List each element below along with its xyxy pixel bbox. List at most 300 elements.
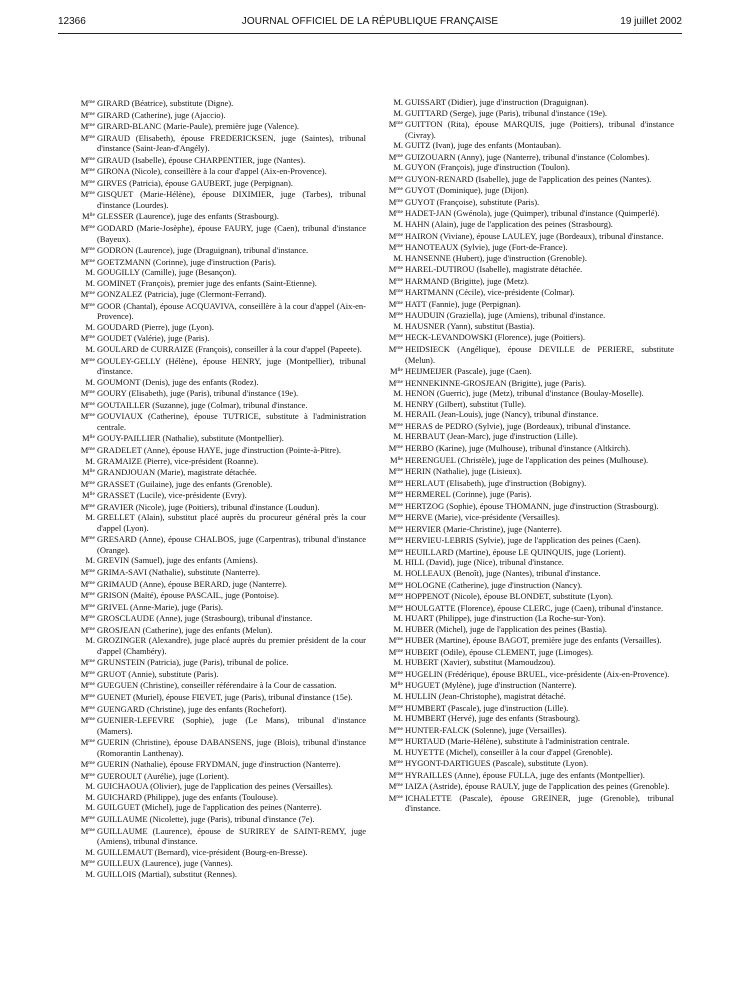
civility-title: $M^{me}$ bbox=[80, 289, 95, 300]
magistrate-entry bbox=[73, 154, 366, 166]
entry-text: HUNTER-FALCK (Solenne), juge (Versailles). bbox=[405, 724, 567, 735]
entry-text: HERAS de PEDRO (Sylvie), juge (Bordeaux), tribunal d'instance. bbox=[405, 420, 631, 431]
entry-text: GUITTARD (Serge), juge (Paris), tribunal d'instance (19e). bbox=[405, 107, 608, 118]
magistrate-entry bbox=[73, 555, 366, 566]
entry-text: HARMAND (Brigitte), juge (Metz). bbox=[405, 275, 529, 286]
entry-text: GOUDET (Valérie), juge (Paris). bbox=[97, 333, 210, 344]
entry-text: IAIZA (Astride), épouse RAULY, juge de l'application des peines (Grenoble). bbox=[405, 781, 670, 792]
entry-text: HERIN (Nathalie), juge (Lisieux). bbox=[405, 466, 522, 477]
entry-text: GRIMA-SAVI (Nathalie), substitute (Nanterre). bbox=[97, 566, 260, 577]
civility-title: $M^{me}$ bbox=[388, 523, 403, 534]
magistrate-entry bbox=[73, 533, 366, 555]
entry-text: GOULEY-GELLY (Hélène), épouse HENRY, juge (Montpellier), tribunal d'instance. bbox=[97, 355, 366, 377]
entry-text: HANSENNE (Hubert), juge d'instruction (Grenoble). bbox=[405, 252, 587, 263]
civility-title: $M^{me}$ bbox=[388, 792, 403, 803]
entry-text: GROZINGER (Alexandre), juge placé auprès du premier président de la cour d'appel (Chambéry). bbox=[97, 635, 366, 656]
magistrate-entry bbox=[73, 222, 366, 244]
magistrate-entry bbox=[73, 244, 366, 256]
civility-title: $M^{me}$ bbox=[388, 185, 403, 196]
civility-title: $M^{me}$ bbox=[388, 546, 403, 557]
civility-title: $M^{me}$ bbox=[80, 534, 95, 545]
entry-text: GUITTON (Rita), épouse MARQUIS, juge (Poitiers), tribunal d'instance (Civray). bbox=[405, 119, 674, 140]
magistrate-entry bbox=[381, 568, 674, 579]
magistrate-entry bbox=[73, 165, 366, 177]
civility-title: $M^{me}$ bbox=[80, 444, 95, 455]
entry-text: GIRONA (Nicole), conseillère à la cour d'appel (Aix-en-Provence). bbox=[97, 166, 327, 177]
magistrate-entry bbox=[73, 501, 366, 513]
civility-title: $M^{me}$ bbox=[80, 759, 95, 770]
magistrate-entry bbox=[381, 792, 674, 814]
civility-title: $M^{me}$ bbox=[388, 377, 403, 388]
entry-text: HUART (Philippe), juge d'instruction (La Roche-sur-Yon). bbox=[405, 613, 606, 624]
civility-title: $M^{me}$ bbox=[388, 420, 403, 431]
civility-title: $M^{me}$ bbox=[80, 770, 95, 781]
civility-title: $M^{me}$ bbox=[80, 680, 95, 691]
magistrate-entry bbox=[381, 465, 674, 477]
magistrate-entry bbox=[381, 286, 674, 298]
civility-title: $M^{me}$ bbox=[388, 535, 403, 546]
magistrate-entry bbox=[73, 566, 366, 578]
civility-title: M. bbox=[85, 277, 95, 288]
civility-title: $M^{me}$ bbox=[388, 477, 403, 488]
entry-text: GOETZMANN (Corinne), juge d'instruction (Paris). bbox=[97, 256, 277, 267]
magistrate-entry bbox=[73, 792, 366, 803]
magistrate-entry bbox=[73, 635, 366, 656]
entry-text: GRANDJOUAN (Marie), magistrate détachée. bbox=[97, 467, 257, 478]
entry-text: GOURY (Elisabeth), juge (Paris), tribunal d'instance (19e). bbox=[97, 388, 299, 399]
entry-text: HERMEREL (Corinne), juge (Paris). bbox=[405, 489, 532, 500]
magistrate-entry bbox=[73, 109, 366, 121]
entry-text: GUILLEMAUT (Bernard), vice-président (Bourg-en-Bresse). bbox=[97, 846, 308, 857]
magistrate-entry bbox=[73, 399, 366, 411]
entry-text: HERBO (Karine), juge (Mulhouse), tribunal d'instance (Altkirch). bbox=[405, 442, 631, 453]
entry-text: HUGUET (Mylène), juge d'instruction (Nanterre). bbox=[405, 680, 577, 691]
magistrate-entry bbox=[381, 646, 674, 658]
entry-text: GUERIN (Nathalie), épouse FRYDMAN, juge d'instruction (Nanterre). bbox=[97, 759, 341, 770]
civility-title: M. bbox=[85, 781, 95, 792]
entry-text: GOUY-PAILLIER (Nathalie), substitute (Montpellier). bbox=[97, 433, 284, 444]
magistrate-entry bbox=[381, 747, 674, 758]
civility-title: $M^{me}$ bbox=[80, 333, 95, 344]
magistrate-entry bbox=[381, 173, 674, 185]
civility-title: $M^{me}$ bbox=[80, 578, 95, 589]
civility-title: $M^{me}$ bbox=[80, 132, 95, 143]
civility-title: $M^{me}$ bbox=[388, 208, 403, 219]
magistrate-entry bbox=[381, 162, 674, 173]
entry-text: GOUVIAUX (Catherine), épouse TUTRICE, substitute à l'administration centrale. bbox=[97, 411, 366, 432]
entry-text: GUEROULT (Aurélie), juge (Lorient). bbox=[97, 770, 229, 781]
entry-text: GUILLAUME (Nicolette), juge (Paris), tribunal d'instance (7e). bbox=[97, 814, 315, 824]
civility-title: $M^{lle}$ bbox=[389, 366, 403, 377]
page-header bbox=[58, 16, 682, 32]
civility-title: $M^{me}$ bbox=[388, 310, 403, 321]
entry-text: HURTAUD (Marie-Hélène), substitute à l'administration centrale. bbox=[405, 736, 630, 747]
entry-text: HUGELIN (Frédérique), épouse BRUEL, vice-présidente (Aix-en-Provence). bbox=[405, 668, 670, 679]
magistrate-entry bbox=[381, 724, 674, 736]
magistrate-entry bbox=[381, 511, 674, 523]
civility-title: $M^{me}$ bbox=[388, 287, 403, 298]
magistrate-entry bbox=[73, 802, 366, 813]
magistrate-entry bbox=[73, 703, 366, 715]
civility-title: $M^{me}$ bbox=[80, 478, 95, 489]
entry-text: HANOTEAUX (Sylvie), juge (Fort-de-France). bbox=[405, 242, 568, 253]
magistrate-entry bbox=[73, 857, 366, 869]
civility-title: $M^{me}$ bbox=[388, 332, 403, 343]
magistrate-entry bbox=[381, 713, 674, 724]
magistrate-entry bbox=[73, 210, 366, 222]
civility-title: M. bbox=[393, 320, 403, 331]
magistrate-entry bbox=[73, 387, 366, 399]
entry-text: HYGONT-DARTIGUES (Pascale), substitute (Lyon). bbox=[405, 758, 589, 769]
civility-title: $M^{me}$ bbox=[80, 388, 95, 399]
magistrate-entry bbox=[73, 300, 366, 322]
magistrate-entry bbox=[381, 534, 674, 546]
civility-title: $M^{me}$ bbox=[80, 566, 95, 577]
entry-text: HILL (David), juge (Nice), tribunal d'instance. bbox=[405, 557, 564, 568]
civility-title: $M^{me}$ bbox=[80, 703, 95, 714]
journal-title: JOURNAL OFFICIEL DE LA RÉPUBLIQUE FRANÇAISE bbox=[241, 16, 499, 27]
entry-text: GREVIN (Samuel), juge des enfants (Amiens). bbox=[97, 555, 258, 566]
entry-text: GUENGARD (Christine), juge des enfants (Rochefort). bbox=[97, 703, 287, 714]
entry-text: GUITZ (Ivan), juge des enfants (Montauban). bbox=[405, 140, 562, 151]
entry-text: GUYON (François), juge d'instruction (Toulon). bbox=[405, 162, 570, 173]
magistrate-entry bbox=[381, 219, 674, 230]
civility-title: $M^{me}$ bbox=[80, 858, 95, 869]
magistrate-entry bbox=[381, 702, 674, 714]
civility-title: $M^{me}$ bbox=[80, 109, 95, 120]
entry-text: HUMBERT (Pascale), juge d'instruction (Lille). bbox=[405, 702, 569, 713]
entry-text: GUICHARD (Philippe), juge des enfants (Toulouse). bbox=[97, 791, 278, 802]
magistrate-entry bbox=[381, 196, 674, 208]
entry-text: GISQUET (Marie-Hélène), épouse DIXIMIER, juge (Tarbes), tribunal d'instance (Lourdes). bbox=[97, 189, 366, 210]
civility-title: M. bbox=[85, 555, 95, 566]
civility-title: $M^{me}$ bbox=[80, 355, 95, 366]
magistrate-entry bbox=[73, 578, 366, 590]
civility-title: $M^{me}$ bbox=[388, 668, 403, 679]
magistrate-entry bbox=[73, 589, 366, 601]
entry-text: GOUTAILLER (Suzanne), juge (Colmar), tribunal d'instance. bbox=[97, 399, 308, 410]
magistrate-entry bbox=[381, 365, 674, 377]
civility-title: M. bbox=[393, 252, 403, 263]
magistrate-entry bbox=[381, 409, 674, 420]
magistrate-entry bbox=[381, 343, 674, 365]
civility-title: $M^{me}$ bbox=[388, 635, 403, 646]
magistrate-entry bbox=[73, 813, 366, 825]
civility-title: $M^{me}$ bbox=[388, 196, 403, 207]
magistrate-entry bbox=[73, 691, 366, 703]
left-column bbox=[73, 97, 366, 879]
civility-title: M. bbox=[393, 97, 403, 107]
civility-title: M. bbox=[85, 376, 95, 387]
page-number: 12366 bbox=[58, 16, 86, 27]
magistrate-entry bbox=[73, 177, 366, 189]
magistrate-entry bbox=[381, 207, 674, 219]
magistrate-entry bbox=[381, 431, 674, 442]
civility-title: $M^{me}$ bbox=[388, 579, 403, 590]
magistrate-entry bbox=[381, 442, 674, 454]
magistrate-entry bbox=[381, 546, 674, 558]
magistrate-entry bbox=[73, 332, 366, 344]
civility-title: M. bbox=[85, 868, 95, 879]
magistrate-entry bbox=[381, 140, 674, 151]
civility-title: M. bbox=[393, 107, 403, 118]
magistrate-entry bbox=[381, 184, 674, 196]
entry-text: GONZALEZ (Patricia), juge (Clermont-Ferrand). bbox=[97, 289, 267, 300]
civility-title: $M^{me}$ bbox=[80, 256, 95, 267]
civility-title: $M^{me}$ bbox=[388, 736, 403, 747]
civility-title: $M^{me}$ bbox=[80, 624, 95, 635]
entry-text: HUBERT (Xavier), substitut (Mamoudzou). bbox=[405, 657, 556, 668]
civility-title: M. bbox=[85, 321, 95, 332]
publication-date: 19 juillet 2002 bbox=[620, 16, 682, 27]
civility-title: M. bbox=[393, 623, 403, 634]
civility-title: $M^{me}$ bbox=[80, 657, 95, 668]
magistrate-entry bbox=[381, 579, 674, 591]
civility-title: M. bbox=[85, 791, 95, 802]
entry-text: GRAVIER (Nicole), juge (Poitiers), tribunal d'instance (Loudun). bbox=[97, 501, 320, 512]
magistrate-entry bbox=[381, 230, 674, 242]
entry-text: HENRY (Gilbert), substitut (Tulle). bbox=[405, 398, 526, 409]
civility-title: $M^{me}$ bbox=[388, 646, 403, 657]
magistrate-entry bbox=[381, 624, 674, 635]
magistrate-entry bbox=[73, 736, 366, 758]
magistrate-entry bbox=[381, 454, 674, 466]
entry-text: GUISSART (Didier), juge d'instruction (Draguignan). bbox=[405, 97, 589, 107]
entry-text: HOLOGNE (Catherine), juge d'instruction (Nancy). bbox=[405, 579, 583, 590]
entry-text: GROSJEAN (Catherine), juge des enfants (Melun). bbox=[97, 624, 273, 635]
entry-text: GODRON (Laurence), juge (Draguignan), tribunal d'instance. bbox=[97, 245, 309, 256]
civility-title: $M^{me}$ bbox=[80, 189, 95, 200]
entry-text: GRIMAUD (Anne), épouse BERARD, juge (Nanterre). bbox=[97, 578, 287, 589]
civility-title: M. bbox=[85, 635, 95, 646]
magistrate-entry bbox=[381, 634, 674, 646]
entry-text: HAHN (Alain), juge de l'application des peines (Strasbourg). bbox=[405, 219, 613, 230]
entry-text: GIRARD (Catherine), juge (Ajaccio). bbox=[97, 109, 226, 120]
magistrate-entry bbox=[73, 288, 366, 300]
entry-text: GUERIN (Christine), épouse DABANSENS, juge (Blois), tribunal d'instance (Romorantin Lanthenay). bbox=[97, 737, 366, 758]
entry-text: HENON (Guerric), juge (Metz), tribunal d'instance (Boulay-Moselle). bbox=[405, 388, 644, 399]
entry-text: HUBER (Martine), épouse BAGOT, première juge des enfants (Versailles). bbox=[405, 635, 662, 646]
magistrate-entry bbox=[73, 624, 366, 636]
civility-title: $M^{me}$ bbox=[80, 223, 95, 234]
entry-text: GUILGUET (Michel), juge de l'application des peines (Nanterre). bbox=[97, 802, 322, 813]
civility-title: $M^{me}$ bbox=[388, 591, 403, 602]
magistrate-entry bbox=[381, 151, 674, 163]
magistrate-entry bbox=[73, 256, 366, 268]
civility-title: $M^{me}$ bbox=[80, 177, 95, 188]
magistrate-entry bbox=[381, 275, 674, 287]
civility-title: $M^{me}$ bbox=[388, 602, 403, 613]
entry-text: HARTMANN (Cécile), vice-présidente (Colmar). bbox=[405, 287, 575, 298]
civility-title: M. bbox=[393, 140, 403, 151]
civility-title: $M^{me}$ bbox=[80, 399, 95, 410]
entry-text: GUYOT (Françoise), substitute (Paris). bbox=[405, 196, 540, 207]
magistrate-entry bbox=[381, 241, 674, 253]
magistrate-entry bbox=[381, 420, 674, 432]
magistrate-entry bbox=[73, 489, 366, 501]
magistrate-entry bbox=[73, 432, 366, 444]
magistrate-entry bbox=[381, 613, 674, 624]
civility-title: $M^{me}$ bbox=[388, 242, 403, 253]
civility-title: $M^{me}$ bbox=[388, 758, 403, 769]
magistrate-entry bbox=[73, 781, 366, 792]
magistrate-entry bbox=[73, 132, 366, 154]
magistrate-entry bbox=[73, 410, 366, 432]
magistrate-entry bbox=[73, 278, 366, 289]
magistrate-entry bbox=[381, 331, 674, 343]
entry-text: GRAMAIZE (Pierre), vice-président (Roanne). bbox=[97, 455, 259, 466]
entry-text: GUICHAOUA (Olivier), juge de l'application des peines (Versailles). bbox=[97, 781, 333, 792]
civility-title: $M^{me}$ bbox=[388, 298, 403, 309]
civility-title: M. bbox=[393, 657, 403, 668]
entry-text: GIRARD-BLANC (Marie-Paule), première juge (Valence). bbox=[97, 121, 300, 132]
entry-text: GOMINET (François), premier juge des enfants (Saint-Etienne). bbox=[97, 277, 317, 288]
entry-text: HERAIL (Jean-Louis), juge (Nancy), tribunal d'instance. bbox=[405, 409, 599, 420]
entry-text: GRELLET (Alain), substitut placé auprès du procureur général près la cour d'appel (Lyon). bbox=[97, 512, 366, 533]
civility-title: $M^{me}$ bbox=[80, 691, 95, 702]
entry-text: ICHALETTE (Pascale), épouse GREINER, juge (Grenoble), tribunal d'instance. bbox=[405, 792, 674, 814]
magistrate-entry bbox=[381, 377, 674, 389]
right-column bbox=[381, 97, 674, 814]
magistrate-entry bbox=[381, 253, 674, 264]
entry-text: GRASSET (Guilaine), juge des enfants (Grenoble). bbox=[97, 478, 273, 489]
magistrate-entry bbox=[73, 612, 366, 624]
entry-text: GOUMONT (Denis), juge des enfants (Rodez). bbox=[97, 376, 259, 387]
civility-title: $M^{me}$ bbox=[80, 814, 95, 824]
magistrate-entry bbox=[381, 477, 674, 489]
civility-title: $M^{me}$ bbox=[80, 715, 95, 726]
entry-text: GRIVEL (Anne-Marie), juge (Paris). bbox=[97, 601, 223, 612]
entry-text: GRUNSTEIN (Patricia), juge (Paris), tribunal de police. bbox=[97, 657, 289, 668]
civility-title: $M^{me}$ bbox=[388, 500, 403, 511]
magistrate-entry bbox=[381, 108, 674, 119]
magistrate-entry bbox=[381, 488, 674, 500]
civility-title: $M^{me}$ bbox=[80, 166, 95, 177]
magistrate-entry bbox=[73, 825, 366, 847]
magistrate-entry bbox=[73, 466, 366, 478]
civility-title: M. bbox=[393, 388, 403, 399]
civility-title: $M^{me}$ bbox=[80, 668, 95, 679]
civility-title: $M^{me}$ bbox=[80, 825, 95, 836]
civility-title: M. bbox=[393, 409, 403, 420]
civility-title: $M^{me}$ bbox=[80, 613, 95, 624]
magistrate-entry bbox=[381, 298, 674, 310]
civility-title: $M^{me}$ bbox=[388, 512, 403, 523]
civility-title: $M^{lle}$ bbox=[81, 490, 95, 501]
magistrate-entry bbox=[381, 757, 674, 769]
entry-text: GRESARD (Anne), épouse CHALBOS, juge (Carpentras), tribunal d'instance (Orange). bbox=[97, 534, 366, 555]
civility-title: M. bbox=[393, 557, 403, 568]
entry-text: GOOR (Chantal), épouse ACQUAVIVA, conseillère à la cour d'appel (Aix-en-Provence). bbox=[97, 300, 366, 322]
header-rule bbox=[58, 33, 682, 34]
magistrate-entry bbox=[381, 97, 674, 108]
magistrate-entry bbox=[381, 769, 674, 781]
civility-title: M. bbox=[393, 746, 403, 757]
entry-text: HUMBERT (Hervé), juge des enfants (Strasbourg). bbox=[405, 713, 581, 724]
magistrate-entry bbox=[73, 344, 366, 355]
civility-title: $M^{me}$ bbox=[80, 411, 95, 422]
civility-title: $M^{me}$ bbox=[388, 489, 403, 500]
magistrate-entry bbox=[73, 355, 366, 377]
civility-title: $M^{lle}$ bbox=[81, 467, 95, 478]
civility-title: M. bbox=[85, 846, 95, 857]
civility-title: M. bbox=[393, 567, 403, 578]
entry-text: HULLIN (Jean-Christophe), magistrat détaché. bbox=[405, 690, 566, 701]
entry-text: GUEGUEN (Christine), conseiller référendaire à la Cour de cassation. bbox=[97, 680, 337, 691]
magistrate-entry bbox=[73, 656, 366, 668]
civility-title: M. bbox=[393, 219, 403, 230]
magistrate-entry bbox=[73, 120, 366, 132]
entry-text: HOPPENOT (Nicole), épouse BLONDET, substitute (Lyon). bbox=[405, 591, 613, 602]
entry-text: HERLAUT (Elisabeth), juge d'instruction (Bobigny). bbox=[405, 477, 587, 488]
magistrate-entry bbox=[73, 456, 366, 467]
magistrate-entry bbox=[73, 512, 366, 533]
civility-title: $M^{me}$ bbox=[388, 769, 403, 780]
civility-title: $M^{me}$ bbox=[388, 344, 403, 355]
entry-text: GUILLEUX (Laurence), juge (Vannes). bbox=[97, 858, 233, 869]
magistrate-entry bbox=[73, 601, 366, 613]
entry-text: GOUDARD (Pierre), juge (Lyon). bbox=[97, 321, 214, 332]
civility-title: M. bbox=[85, 344, 95, 355]
civility-title: M. bbox=[393, 690, 403, 701]
magistrate-entry bbox=[73, 869, 366, 880]
entry-text: HEIDSIECK (Angélique), épouse DEVILLE de PERIERE, substitute (Melun). bbox=[405, 344, 674, 365]
magistrate-entry bbox=[73, 444, 366, 456]
civility-title: $M^{me}$ bbox=[388, 275, 403, 286]
entry-text: GODARD (Marie-Josèphe), épouse FAURY, juge (Caen), tribunal d'instance (Bayeux). bbox=[97, 223, 366, 244]
entry-text: HEUILLARD (Martine), épouse LE QUINQUIS, juge (Lorient). bbox=[405, 546, 626, 557]
entry-text: GOULARD de CURRAIZE (François), conseiller à la cour d'appel (Papeete). bbox=[97, 344, 362, 355]
civility-title: $M^{me}$ bbox=[388, 442, 403, 453]
civility-title: M. bbox=[85, 455, 95, 466]
civility-title: M. bbox=[393, 713, 403, 724]
entry-text: HOLLEAUX (Benoît), juge (Nantes), tribunal d'instance. bbox=[405, 567, 601, 578]
civility-title: $M^{me}$ bbox=[388, 151, 403, 162]
magistrate-entry bbox=[73, 97, 366, 109]
magistrate-entry bbox=[381, 388, 674, 399]
civility-title: M. bbox=[393, 431, 403, 442]
magistrate-entry bbox=[381, 735, 674, 747]
civility-title: $M^{me}$ bbox=[80, 590, 95, 601]
entry-text: GUYOT (Dominique), juge (Dijon). bbox=[405, 185, 529, 196]
entry-text: HAUDUIN (Graziella), juge (Amiens), tribunal d'instance. bbox=[405, 310, 606, 321]
magistrate-entry bbox=[381, 780, 674, 792]
magistrate-entry bbox=[381, 602, 674, 614]
entry-text: HUBER (Michel), juge de l'application des peines (Bastia). bbox=[405, 623, 607, 634]
entry-text: HADET-JAN (Gwénola), juge (Quimper), tribunal d'instance (Quimperlé). bbox=[405, 208, 660, 219]
magistrate-entry bbox=[381, 500, 674, 512]
entry-text: GUENIER-LEFEVRE (Sophie), juge (Le Mans), tribunal d'instance (Mamers). bbox=[97, 715, 366, 736]
entry-text: GIRVES (Patricia), épouse GAUBERT, juge (Perpignan). bbox=[97, 177, 293, 188]
entry-text: HERENGUEL (Christèle), juge de l'application des peines (Mulhouse). bbox=[405, 454, 649, 465]
magistrate-entry bbox=[381, 657, 674, 668]
entry-text: GRADELET (Anne), épouse HAYE, juge d'instruction (Pointe-à-Pitre). bbox=[97, 444, 341, 455]
civility-title: $M^{me}$ bbox=[80, 121, 95, 132]
magistrate-entry bbox=[73, 758, 366, 770]
entry-text: HAREL-DUTIROU (Isabelle), magistrate détachée. bbox=[405, 264, 583, 275]
entry-text: HENNEKINNE-GROSJEAN (Brigitte), juge (Paris). bbox=[405, 377, 587, 388]
magistrate-entry bbox=[381, 523, 674, 535]
civility-title: $M^{me}$ bbox=[388, 119, 403, 130]
magistrate-entry bbox=[381, 691, 674, 702]
civility-title: $M^{me}$ bbox=[388, 466, 403, 477]
entry-text: HERVE (Marie), vice-présidente (Versailles). bbox=[405, 512, 560, 523]
civility-title: M. bbox=[393, 162, 403, 173]
entry-text: GOUGILLY (Camille), juge (Besançon). bbox=[97, 267, 237, 278]
entry-text: GRISON (Maïté), épouse PASCAIL, juge (Pontoise). bbox=[97, 590, 279, 601]
magistrate-entry bbox=[73, 322, 366, 333]
entry-text: GRASSET (Lucile), vice-présidente (Evry). bbox=[97, 490, 247, 501]
